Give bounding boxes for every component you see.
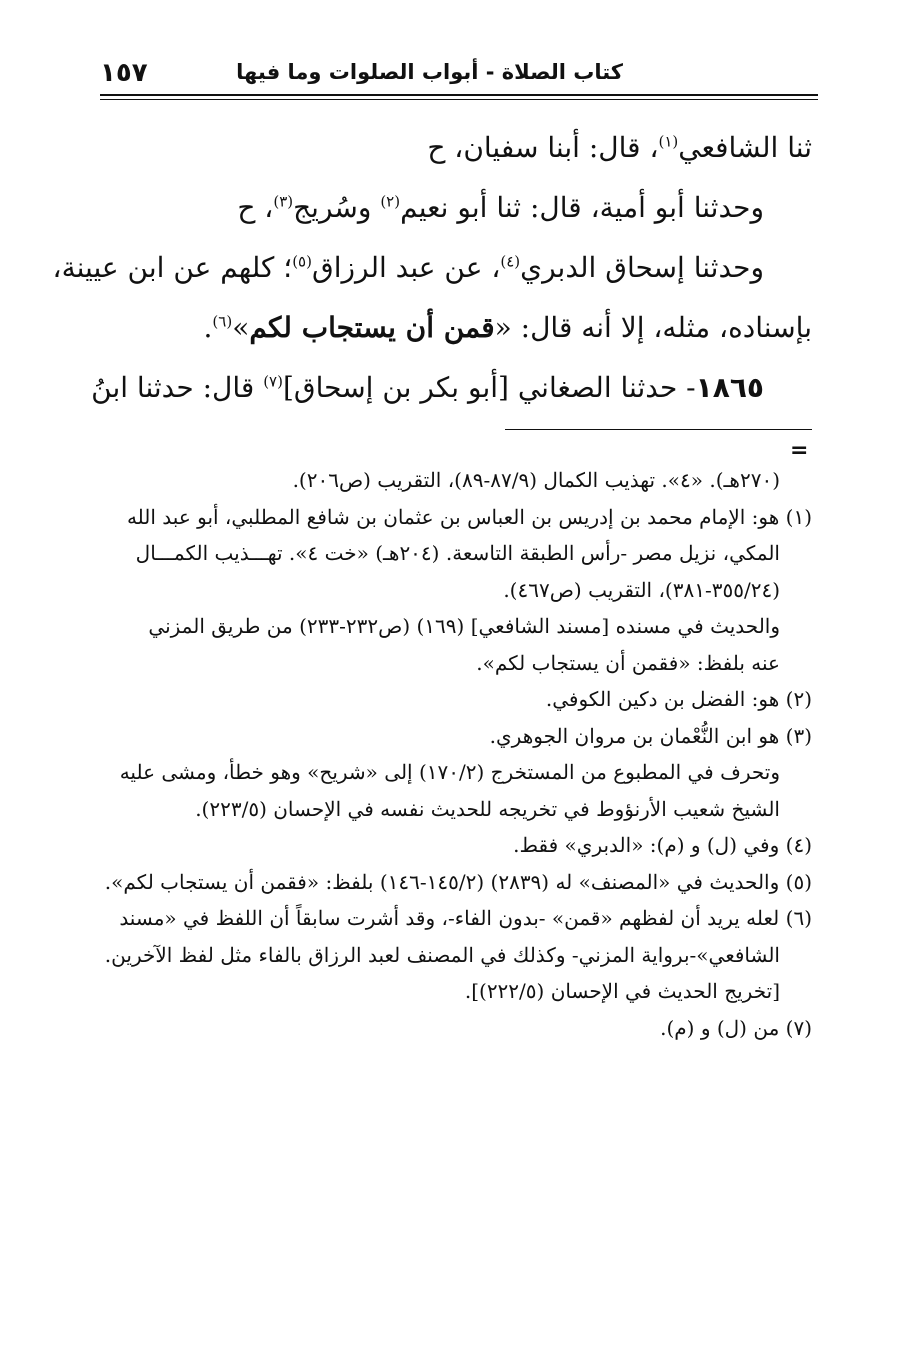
main-line-2 [100,178,812,238]
footnote-ref-4[interactable]: (٤) [500,252,521,271]
footnote-line: [تخريج الحديث في الإحسان (٢٢٢/٥)]. [464,979,780,1003]
footnote-ref-5[interactable]: (٥) [292,252,312,271]
text-segment: قال: حدثنا ابنُ [91,371,264,404]
footnotes [100,462,812,1046]
text-segment: ، قال: أبنا سفيان، ح [427,131,659,164]
footnote-separator [505,429,812,430]
footnote-line: (٣) هو ابن النُّعْمان بن مروان الجوهري. [489,723,812,748]
hadith-wording: قمن أن يستجاب لكم [249,311,495,344]
header-rule [100,94,818,96]
footnote-line: المكي، نزيل مصر -رأس الطبقة التاسعة. (٢٠٤هـ) «خت ٤». تهـــذيب الكمـــال [135,541,780,565]
footnote-line: الشافعي»-برواية المزني- وكذلك في المصنف لعبد الرزاق بالفاء مثل لفظ الآخرين. [104,942,780,967]
footnote-line: والحديث في مسنده [مسند الشافعي] (١٦٩) (ص٢٣٢-٢٣٣) من طريق المزني [148,614,780,638]
footnote-line: (٢) هو: الفضل بن دكين الكوفي. [545,687,812,711]
text-segment: وحدثنا إسحاق الدبري [520,251,764,284]
main-line-1 [100,118,812,178]
main-line-5 [91,358,812,418]
main-line-4 [100,298,812,358]
footnote-line: الشيخ شعيب الأرنؤوط في تخريجه للحديث نفسه في الإحسان (٢٢٣/٥). [195,796,780,821]
text-segment: - حدثنا الصغاني [أبو بكر بن إسحاق] [282,371,696,404]
footnote-ref-7[interactable]: (٧) [263,372,283,391]
text-segment: ثنا الشافعي [678,131,812,164]
footnote-ref-1[interactable]: (١) [658,132,679,151]
footnote-line: (٧) من (ل) و (م). [660,1015,812,1040]
text-segment: ، عن عبد الرزاق [311,251,501,284]
footnote-line: عنه بلفظ: «فقمن أن يستجاب لكم». [476,650,780,675]
header-rule-thin [100,99,818,100]
continuation-marker: = [790,438,809,463]
footnote-line: (٤) وفي (ل) و (م): «الدبري» فقط. [513,833,812,857]
running-header [100,58,818,98]
text-segment: بإسناده، مثله، إلا أنه قال: « [494,311,812,344]
footnote-line: وتحرف في المطبوع من المستخرج (١٧٠/٢) إلى «شريح» وهو خطأ، ومشى عليه [119,760,780,784]
footnote-line: (٥) والحديث في «المصنف» له (٢٨٣٩) (١٤٥/٢-١٤٦) بلفظ: «فقمن أن يستجاب لكم». [104,869,812,894]
footnote-line: (٢٧٠هـ). «٤». تهذيب الكمال (٨٧/٩-٨٩)، التقريب (ص٢٠٦). [292,468,780,492]
page-number: ١٥٧ [100,58,148,88]
running-title: كتاب الصلاة - أبواب الصلوات وما فيها [236,60,623,84]
text-segment: ، ح [237,191,274,224]
main-line-3 [52,238,812,298]
text-segment: وسُريج [293,191,381,224]
text-segment: » [232,311,250,344]
main-text [52,118,812,418]
footnote-line: (٦) لعله يريد أن لفظهم «قمن» -بدون الفاء-، وقد أشرت سابقاً أن اللفظ في «مسند [119,906,812,930]
footnote-ref-3[interactable]: (٣) [273,192,294,211]
footnote-ref-2[interactable]: (٢) [380,192,401,211]
text-segment: وحدثنا أبو أمية، قال: ثنا أبو نعيم [400,191,764,224]
text-segment: ؛ كلهم عن ابن عيينة، [52,251,293,284]
footnote-ref-6[interactable]: (٦) [212,312,233,331]
footnote-line: (٣٥٥/٢٤-٣٨١)، التقريب (ص٤٦٧). [503,577,780,602]
hadith-number: ١٨٦٥ [695,371,764,404]
text-segment: . [203,311,213,344]
footnote-line: (١) هو: الإمام محمد بن إدريس بن العباس بن عثمان بن شافع المطلبي، أبو عبد الله [126,504,812,529]
